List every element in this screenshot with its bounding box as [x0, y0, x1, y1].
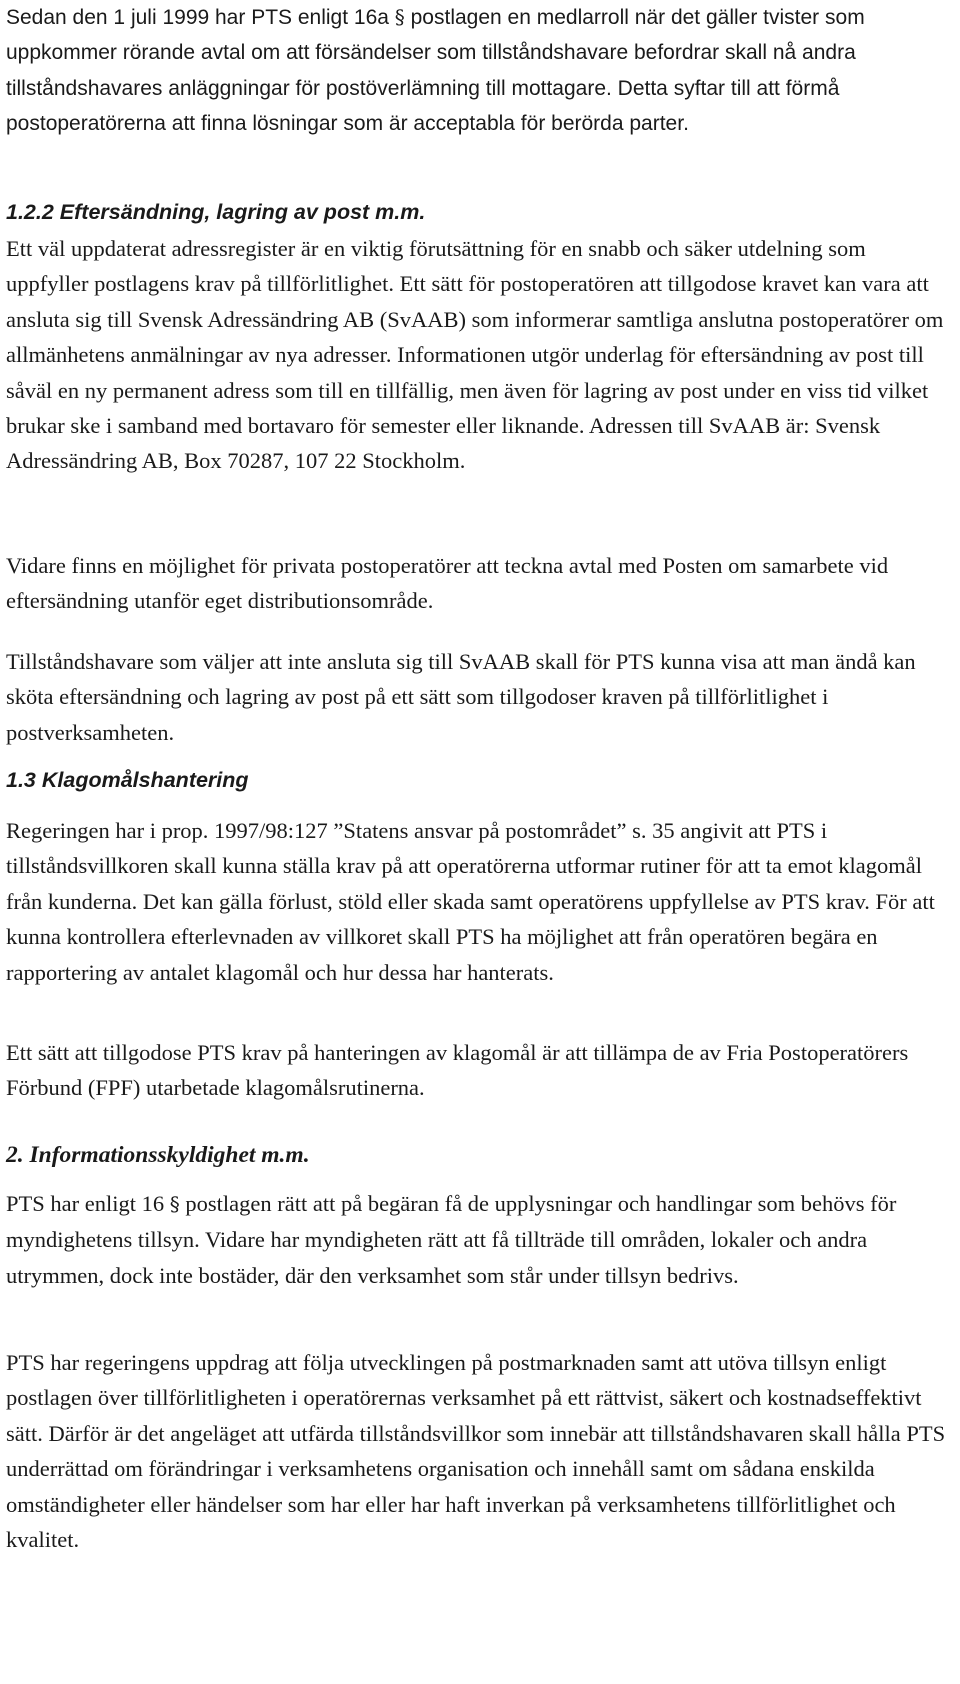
paragraph-rest-text: postlagen rätt att på begäran få de upplysningar och handlingar som behövs för myndighetens tillsyn. Vidare har myndigheten rätt att få tillträde till områden, lokaler och andra utrymmen, dock inte bostäder, där den verksamhet som står under tillsyn bedrivs.	[6, 1191, 897, 1288]
paragraph-pts-rights	[6, 1186, 946, 1293]
paragraph-government-proposition: Regeringen har i prop. 1997/98:127 ”Statens ansvar på postområdet” s. 35 angivit att PTS i tillståndsvillkoren skall kunna ställa krav på att operatörerna utformar rutiner för att ta emot klagomål från kunderna. Det kan gälla förlust, stöld eller skada samt operatörens uppfyllelse av PTS krav. För att kunna kontrollera efterlevnaden av villkoret skall PTS ha möjlighet att från operatören begära en rapportering av antalet klagomål och hur dessa har hanterats.	[6, 818, 935, 985]
paragraph-address-register: Ett väl uppdaterat adressregister är en viktig förutsättning för en snabb och säker utdelning som uppfyller postlagens krav på tillförlitlighet. Ett sätt för postoperatören att tillgodose kravet kan vara att ansluta sig till Svensk Adressändring AB (SvAAB) som informerar samtliga anslutna postoperatörer om allmänhetens anmälningar av nya adresser. Informationen utgör underlag för eftersändning av post till såväl en ny permanent adress som till en tillfällig, men även för lagring av post under en viss tid vilket brukar ske i samband med bortavaro för semester eller liknande. Adressen till SvAAB är: Svensk Adressändring AB, Box 70287, 107 22 Stockholm.	[6, 236, 944, 474]
paragraph-rest-text: postlagen en medlarroll när det gäller tvister som uppkommer rörande avtal om att försändelser som tillståndshavare befordrar skall nå andra tillståndshavares anläggningar för postöverlämning till mottagare. Detta syftar till att förmå postoperatörerna att finna lösningar som är acceptabla för berörda parter.	[6, 6, 865, 136]
paragraph-fpf-routines: Ett sätt att tillgodose PTS krav på hanteringen av klagomål är att tillämpa de av Fria Postoperatörers Förbund (FPF) utarbetade klagomålsrutinerna.	[6, 1040, 909, 1101]
paragraph-lead-text: PTS har enligt 16	[6, 1191, 165, 1216]
paragraph-cooperation-posten: Vidare finns en möjlighet för privata postoperatörer att teckna avtal med Posten om samarbete vid eftersändning utanför eget distributionsområde.	[6, 553, 889, 614]
paragraph-lead-text: Sedan den 1 juli 1999 har PTS enligt 16a	[6, 6, 389, 29]
paragraph-government-mandate: PTS har regeringens uppdrag att följa utvecklingen på postmarknaden samt att utöva tillsyn enligt postlagen över tillförlitligheten i operatörernas verksamhet på ett rättvist, säkert och kostnadseffektivt sätt. Därför är det angeläget att utfärda tillståndsvillkor som innebär att tillståndshavaren skall hålla PTS underrättad om förändringar i verksamhetens organisation och innehåll samt om sådana enskilda omständigheter eller händelser som har eller har haft inverkan på verksamhetens tillförlitlighet och kvalitet.	[6, 1350, 946, 1553]
paragraph-mediation-role	[6, 0, 946, 142]
paragraph-svaab-alternative: Tillståndshavare som väljer att inte ansluta sig till SvAAB skall för PTS kunna visa att man ändå kan sköta eftersändning och lagring av post på ett sätt som tillgodoser kraven på tillförlitlighet i postverksamheten.	[6, 649, 916, 745]
heading-complaints-handling: 1.3 Klagomålshantering	[6, 768, 249, 792]
section-symbol: §	[169, 1192, 180, 1216]
heading-information-duty: 2. Informationsskyldighet m.m.	[6, 1142, 310, 1168]
section-symbol: §	[394, 5, 405, 29]
heading-forwarding-storage: 1.2.2 Eftersändning, lagring av post m.m.	[6, 200, 426, 224]
